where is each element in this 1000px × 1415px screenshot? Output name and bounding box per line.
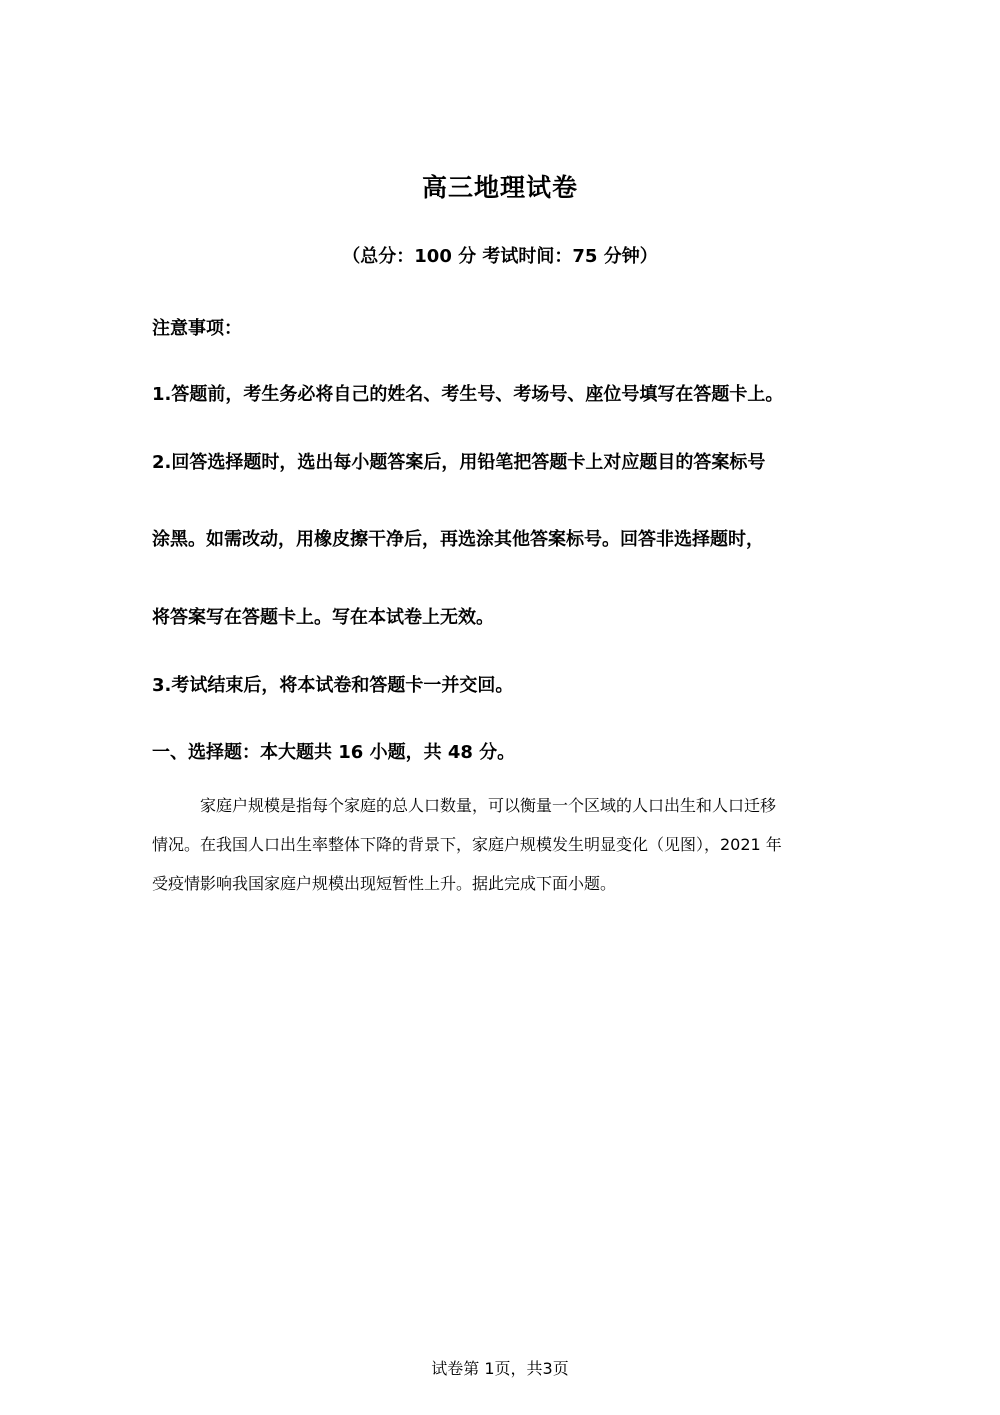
notice-item-2-line-2: 涂黑。如需改动，用橡皮擦干净后，再选涂其他答案标号。回答非选择题时， xyxy=(152,529,764,550)
passage-line-2: 情况。在我国人口出生率整体下降的背景下，家庭户规模发生明显变化（见图），2021 年 xyxy=(152,835,782,854)
notice-item-3: 3.考试结束后，将本试卷和答题卡一并交回。 xyxy=(152,675,514,696)
exam-subtitle: （总分：100 分 考试时间：75 分钟） xyxy=(342,246,658,267)
passage-line-3: 受疫情影响我国家庭户规模出现短暂性上升。据此完成下面小题。 xyxy=(152,874,617,893)
notice-item-2-line-3: 将答案写在答题卡上。写在本试卷上无效。 xyxy=(152,607,494,628)
passage-line-1: 家庭户规模是指每个家庭的总人口数量，可以衡量一个区域的人口出生和人口迁移 xyxy=(200,796,777,815)
page-footer: 试卷第 1页，共3页 xyxy=(431,1359,569,1378)
notice-heading: 注意事项： xyxy=(152,318,242,339)
notice-item-2-line-1: 2.回答选择题时，选出每小题答案后，用铅笔把答题卡上对应题目的答案标号 xyxy=(152,452,766,473)
section-heading: 一、选择题：本大题共 16 小题，共 48 分。 xyxy=(152,742,516,763)
exam-title: 高三地理试卷 xyxy=(421,173,578,202)
notice-item-1: 1.答题前，考生务必将自己的姓名、考生号、考场号、座位号填写在答题卡上。 xyxy=(152,384,784,405)
